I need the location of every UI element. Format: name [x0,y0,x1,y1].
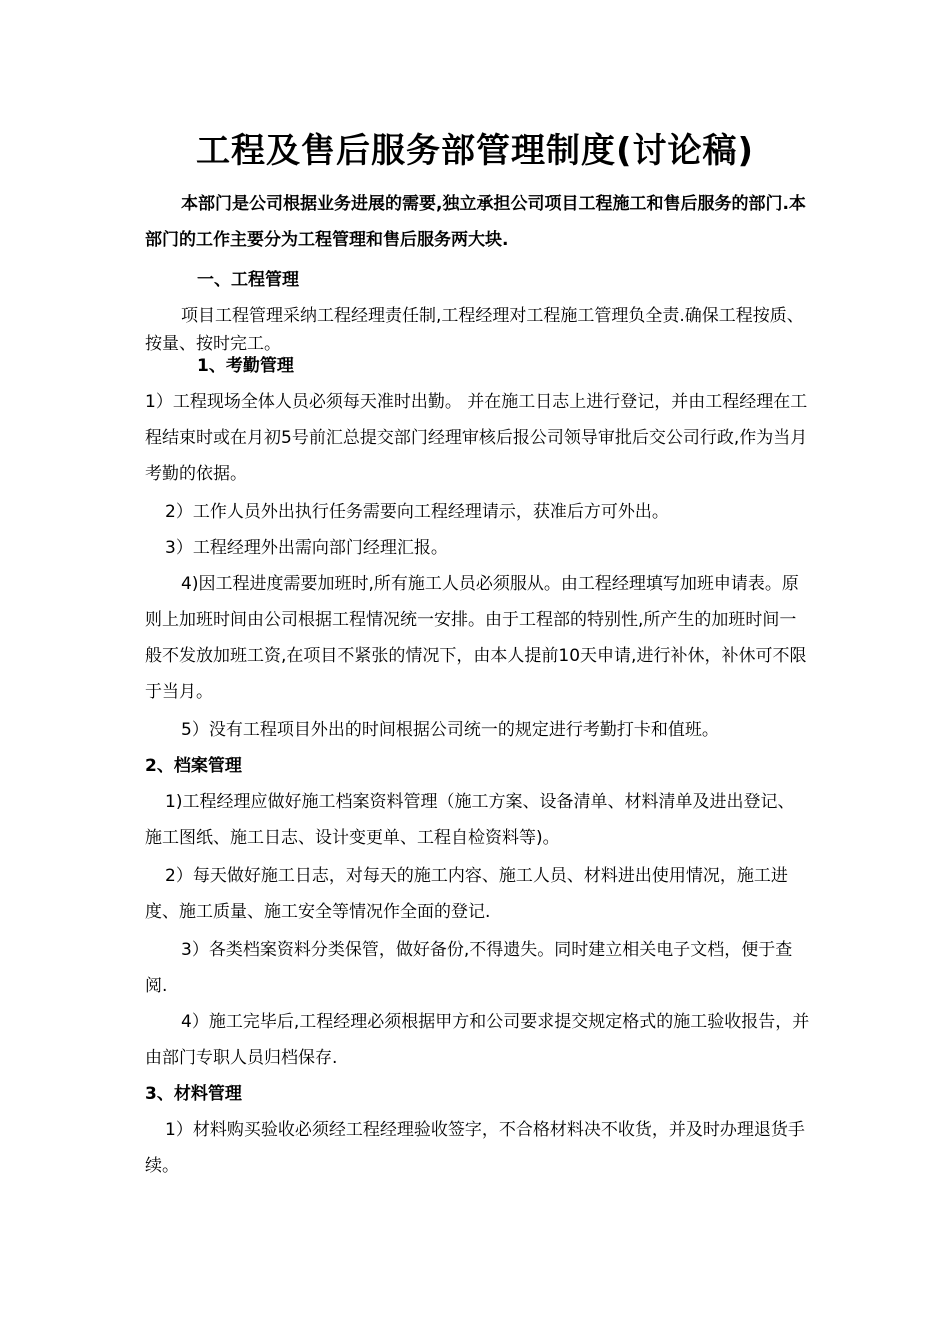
attendance-item-2: 2）工作人员外出执行任务需要向工程经理请示，获准后方可外出。 [165,502,669,522]
archive-item-1: 1)工程经理应做好施工档案资料管理（施工方案、设备清单、材料清单及进出登记、施工图纸、施工日志、设计变更单、工程自检资料等)。 [145,792,795,848]
material-item-1: 1）材料购买验收必须经工程经理验收签字，不合格材料决不收货，并及时办理退货手续。 [145,1120,805,1176]
attendance-item-1: 1）工程现场全体人员必须每天准时出勤。 并在施工日志上进行登记，并由工程经理在工程结束时或在月初5号前汇总提交部门经理审核后报公司领导审批后交公司行政,作为当月考勤的依据。 [145,392,808,484]
engineering-summary: 项目工程管理采纳工程经理责任制,工程经理对工程施工管理负全责.确保工程按质、按量、按时完工。 [145,306,804,354]
subheading-attendance: 1、考勤管理 [197,356,294,376]
attendance-item-3: 3）工程经理外出需向部门经理汇报。 [165,538,448,558]
document-title: 工程及售后服务部管理制度(讨论稿) [195,131,755,171]
subheading-material: 3、材料管理 [145,1084,242,1104]
subheading-archive: 2、档案管理 [145,756,242,776]
intro-paragraph: 本部门是公司根据业务进展的需要,独立承担公司项目工程施工和售后服务的部门.本部门的工作主要分为工程管理和售后服务两大块. [145,194,806,250]
archive-item-4: 4）施工完毕后,工程经理必须根据甲方和公司要求提交规定格式的施工验收报告，并由部门专职人员归档保存. [145,1012,810,1068]
section-heading-engineering: 一、工程管理 [197,270,299,290]
archive-item-2: 2）每天做好施工日志，对每天的施工内容、施工人员、材料进出使用情况，施工进度、施工质量、施工安全等情况作全面的登记. [145,866,788,922]
archive-item-3: 3）各类档案资料分类保管，做好备份,不得遗失。同时建立相关电子文档，便于查阅. [145,940,793,996]
attendance-item-5: 5）没有工程项目外出的时间根据公司统一的规定进行考勤打卡和值班。 [181,720,719,740]
attendance-item-4: 4)因工程进度需要加班时,所有施工人员必须服从。由工程经理填写加班申请表。原则上加班时间由公司根据工程情况统一安排。由于工程部的特别性,所产生的加班时间一般不发放加班工资,在项目不紧张的情况下，由本人提前10天申请,进行补休，补休可不限于当月。 [145,574,807,702]
